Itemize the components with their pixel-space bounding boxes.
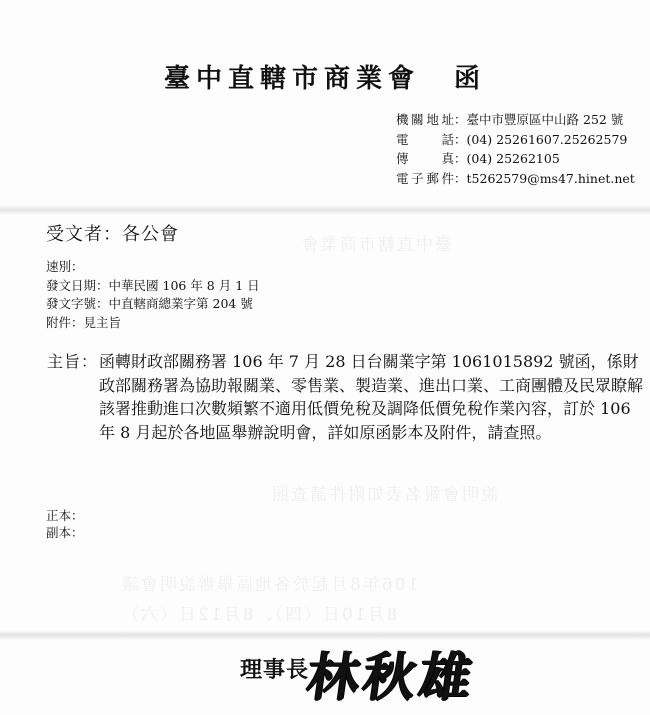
address-row: 機關地址：臺中市豐原區中山路 252 號	[396, 110, 635, 130]
signatory-name: 林秋雄	[303, 647, 480, 708]
recipient-value: 各公會	[122, 224, 179, 245]
paper-fold-shadow	[0, 205, 650, 215]
attachment-label: 附件	[46, 314, 72, 330]
organization-name: 臺中直轄市商業會	[163, 64, 420, 94]
phone-label: 電 話	[396, 131, 454, 147]
distribution-block	[46, 507, 84, 541]
attachment-value: 見主旨	[83, 314, 122, 330]
original-copy-row: 正本：	[46, 508, 84, 523]
address-label: 機關地址	[396, 112, 454, 127]
speed-label: 速別	[46, 259, 72, 274]
subject-text: 函轉財政部關務署 106 年 7 月 28 日台關業字第 1061015892 號函，係財政部關務署為協助報關業、零售業、製造業、進出口業、工商團體及民眾瞭解該署推動進口次數頻繁不適用低價免稅及調降低價免稅作業內容，訂於 106 年 8 月起於各地區舉辦說明會，詳如原函影本及附件，請查照。	[99, 352, 644, 442]
email-row: 電子郵件：t5262579@ms47.hinet.net	[396, 169, 635, 189]
phone-value: (04) 25261607.25262579	[466, 131, 628, 147]
signatory-title: 理事長	[240, 657, 310, 683]
fax-row: 傳 真：(04) 25262105	[396, 149, 635, 169]
address-value: 臺中市豐原區中山路 252 號	[466, 112, 624, 127]
subject-label: 主旨：	[47, 352, 99, 371]
date-label: 發文日期	[46, 277, 97, 293]
bleed-through-text: 說明會報名表如附件請查照	[270, 485, 498, 505]
original-copy-label: 正本	[46, 508, 72, 523]
fax-label: 傳 真	[396, 151, 454, 166]
email-label: 電子郵件	[396, 170, 454, 186]
email-value: t5262579@ms47.hinet.net	[466, 170, 635, 186]
contact-block	[396, 110, 635, 188]
carbon-copy-row: 副本：	[46, 525, 84, 540]
fax-value: (04) 25262105	[466, 151, 560, 166]
number-value: 中直轄商總業字第 204 號	[108, 296, 253, 311]
number-label: 發文字號	[46, 296, 97, 311]
carbon-copy-label: 副本	[46, 525, 72, 540]
letter-title	[0, 58, 650, 95]
date-value: 中華民國 106 年 8 月 1 日	[108, 277, 260, 293]
dispatch-meta	[46, 258, 260, 332]
phone-row: 電 話：(04) 25261607.25262579	[396, 130, 635, 150]
recipient-line: 受文者：各公會	[46, 224, 179, 245]
bleed-through-text: 臺中直轄市商業會	[300, 235, 452, 255]
number-row: 發文字號：中直轄商總業字第 204 號	[46, 296, 253, 311]
recipient-label: 受文者	[46, 224, 103, 245]
bleed-through-text: 106年8月起於各地區舉辦說明會議	[120, 575, 419, 595]
attachment-row: 附件：見主旨	[46, 314, 122, 330]
document-type: 函	[454, 64, 487, 94]
speed-row: 速別：	[46, 259, 84, 274]
bleed-through-text: 8月10日（四）、8月12日（六）	[120, 605, 398, 625]
date-row: 發文日期：中華民國 106 年 8 月 1 日	[46, 277, 260, 293]
